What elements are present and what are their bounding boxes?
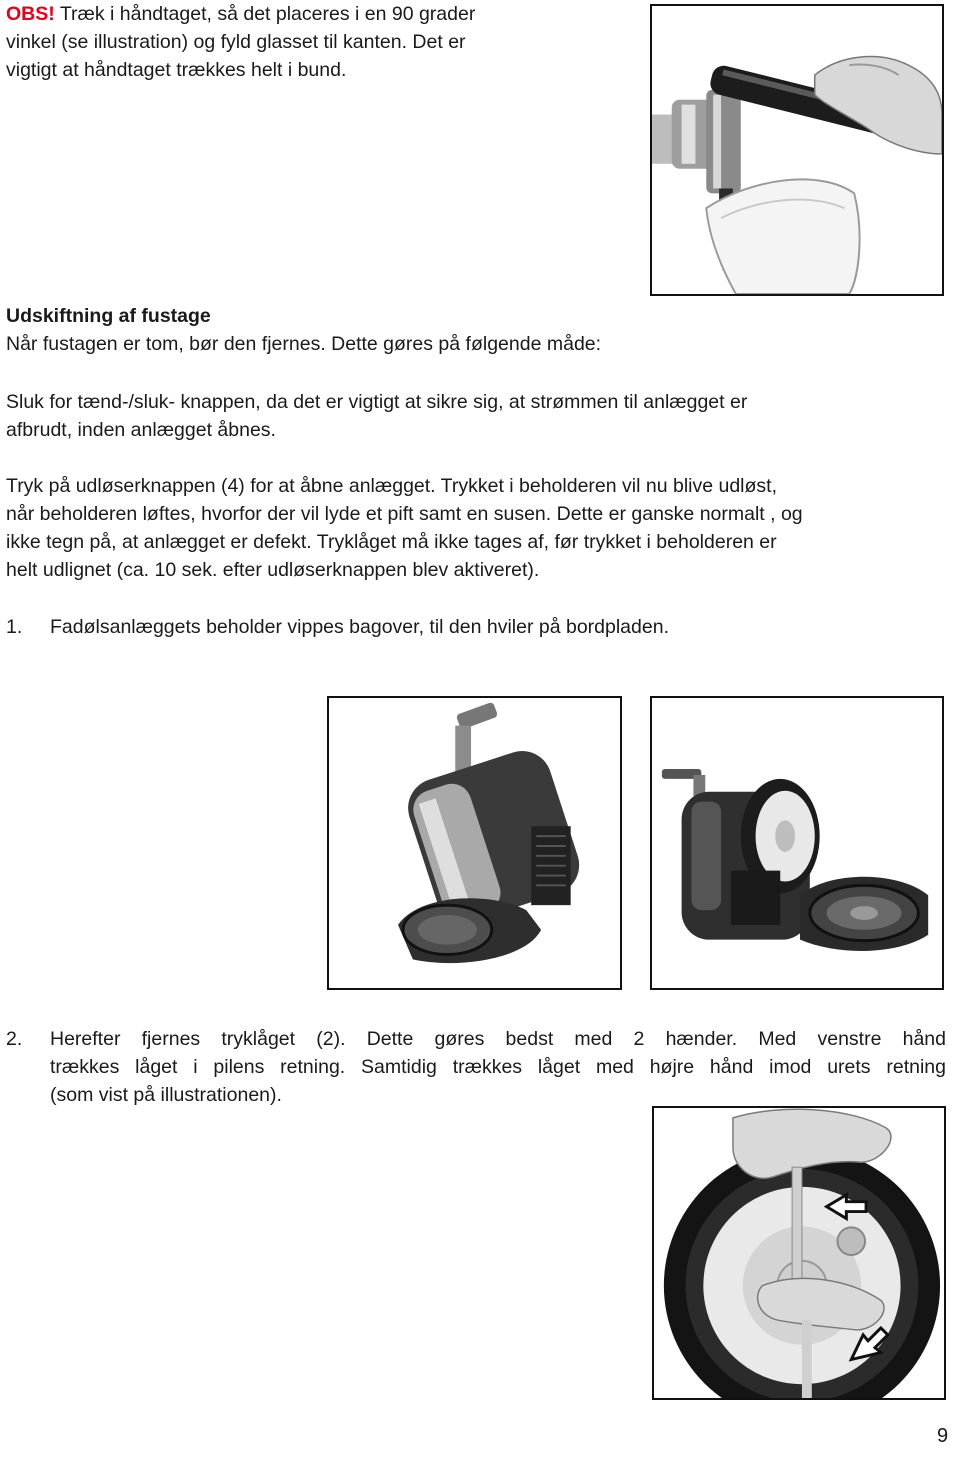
section-intro: Når fustagen er tom, bør den fjernes. Dette gøres på følgende måde: [6, 333, 602, 355]
step-1-number: 1. [6, 616, 23, 638]
obs-line-1: Træk i håndtaget, så det placeres i en 90 grader [54, 3, 476, 25]
obs-note [6, 0, 475, 84]
tap-handle-illustration [652, 6, 942, 294]
step-2-line-2: trækkes låget i pilens retning. Samtidig trækkes låget med højre hånd imod urets retning [50, 1056, 946, 1078]
obs-label: OBS! [6, 3, 55, 25]
obs-line-2: vinkel (se illustration) og fyld glasset til kanten. Det er [6, 31, 466, 53]
release-line-3: ikke tegn på, at anlægget er defekt. Tryklåget må ikke tages af, før trykket i beholderen er [6, 531, 777, 553]
tilted-keg-photo-left [327, 696, 622, 990]
obs-line-3: vigtigt at håndtaget trækkes helt i bund. [6, 59, 347, 81]
page-number: 9 [937, 1425, 949, 1447]
tilted-keg-illustration-right [652, 698, 942, 988]
lid-removal-illustration [654, 1108, 944, 1398]
lid-removal-photo [652, 1106, 946, 1400]
release-line-2: når beholderen løftes, hvorfor der vil lyde et pift samt en susen. Dette er ganske normalt , og [6, 503, 803, 525]
tap-handle-photo [650, 4, 944, 296]
release-line-1: Tryk på udløserknappen (4) for at åbne anlægget. Trykket i beholderen vil nu blive udløst, [6, 475, 778, 497]
replacement-section [6, 302, 601, 358]
power-off-line-2: afbrudt, inden anlægget åbnes. [6, 419, 276, 441]
step-2-number: 2. [6, 1028, 23, 1050]
step-2-line-1: Herefter fjernes tryklåget (2). Dette gøres bedst med 2 hænder. Med venstre hånd [50, 1028, 946, 1050]
tilted-keg-photo-right [650, 696, 944, 990]
step-2-line-3: (som vist på illustrationen). [50, 1084, 282, 1106]
release-button-paragraph [6, 472, 803, 584]
section-heading: Udskiftning af fustage [6, 305, 211, 327]
tilted-keg-illustration-left [329, 698, 620, 988]
step-1-text: Fadølsanlæggets beholder vippes bagover, til den hviler på bordpladen. [50, 616, 669, 638]
power-off-paragraph [6, 388, 747, 444]
release-line-4: helt udlignet (ca. 10 sek. efter udløserknappen blev aktiveret). [6, 559, 540, 581]
power-off-line-1: Sluk for tænd-/sluk- knappen, da det er vigtigt at sikre sig, at strømmen til anlægget er [6, 391, 748, 413]
